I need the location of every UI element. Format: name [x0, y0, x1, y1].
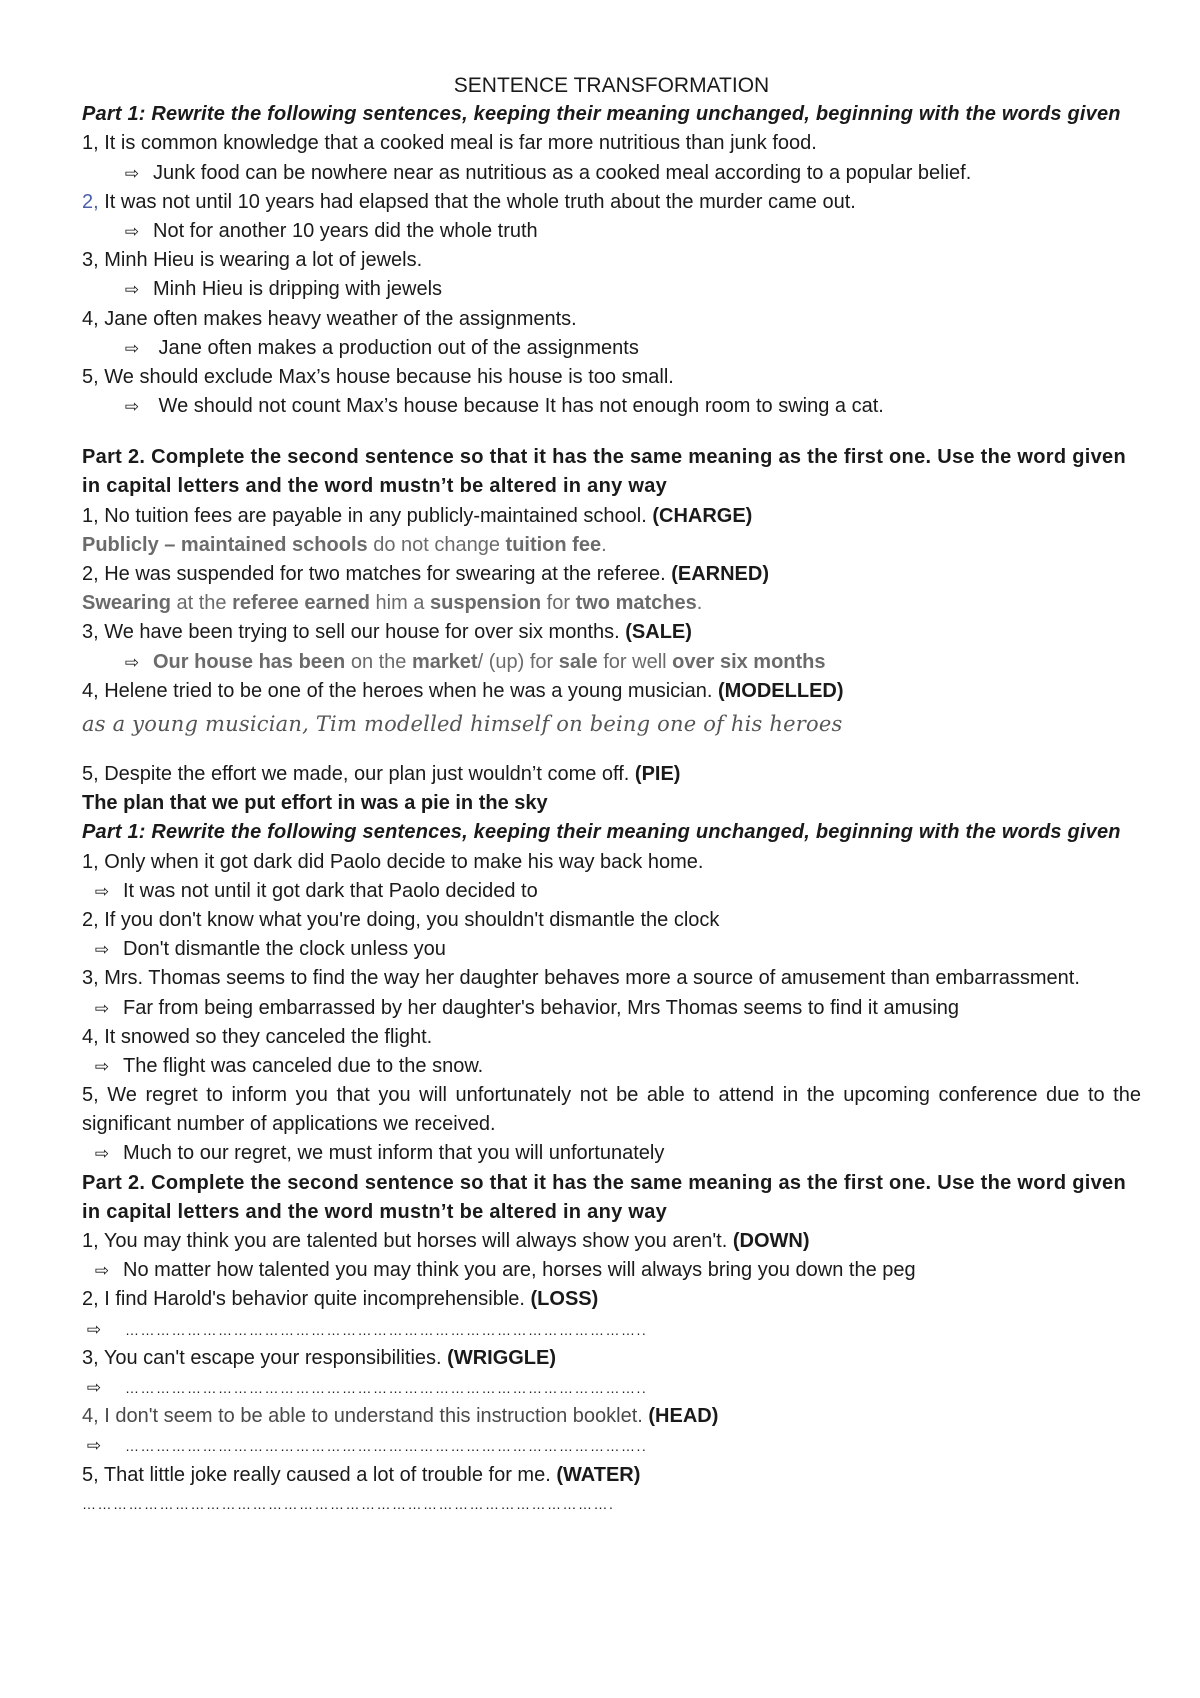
s4-a3-blank: ………………………………………………………………………………………..: [125, 1380, 648, 1397]
s1-q2-num: 2,: [82, 190, 99, 213]
s1-answer-5: [82, 392, 1141, 421]
s2-a2-part: him a: [369, 592, 430, 615]
section4-header: Part 2. Complete the second sentence so that it has the same meaning as the first one. Use the word given in capital letters and the word mustn’t be altered in any way: [82, 1171, 1126, 1223]
s2-answer-3: [82, 648, 1141, 677]
s1-question-1: [82, 129, 1141, 158]
s1-q3-text: Minh Hieu is wearing a lot of jewels.: [98, 249, 423, 272]
s1-q1-num: 1,: [82, 132, 99, 155]
s1-answer-4: [82, 334, 1141, 363]
arrow-icon: ⇨: [86, 1319, 102, 1339]
s2-q1-keyword: (CHARGE): [652, 504, 753, 527]
s2-a2-part: for: [541, 592, 576, 615]
arrow-icon: ⇨: [94, 1261, 110, 1281]
s2-a2-part: referee earned: [232, 592, 370, 615]
s2-question-1: [82, 502, 1141, 531]
s1-q5-text: We should exclude Max’s house because his house is too small.: [98, 365, 674, 388]
s1-answer-3: [82, 275, 1141, 304]
s1-answer-1: [82, 159, 1141, 188]
s3-answer-3: [82, 994, 1141, 1023]
s4-q5-keyword: (WATER): [556, 1463, 641, 1486]
s2-a3-part: market: [411, 650, 478, 673]
s2-a1-part: Publicly – maintained schools: [82, 533, 368, 556]
s3-answer-4: [82, 1052, 1141, 1081]
s3-a4-text: The flight was canceled due to the snow.: [123, 1054, 484, 1077]
arrow-icon: ⇨: [124, 338, 140, 358]
s3-answer-5: [82, 1139, 1141, 1168]
s4-a1-text: No matter how talented you may think you are, horses will always bring you down the peg: [123, 1259, 916, 1282]
s2-a3-part: for well: [597, 650, 673, 673]
s1-a2-text: Not for another 10 years did the whole truth: [153, 219, 538, 242]
section3-header: Part 1: Rewrite the following sentences, keeping their meaning unchanged, beginning with the words given: [82, 821, 1121, 844]
s2-a3-part: on the: [345, 650, 412, 673]
s2-q4-text: 4, Helene tried to be one of the heroes when he was a young musician.: [82, 679, 718, 702]
document-title: SENTENCE TRANSFORMATION: [453, 74, 770, 97]
s2-question-4: [82, 677, 1141, 706]
arrow-icon: ⇨: [124, 397, 140, 417]
s1-a1-text: Junk food can be nowhere near as nutritious as a cooked meal according to a popular belief.: [153, 161, 972, 184]
arrow-icon: ⇨: [86, 1378, 102, 1398]
s2-question-2: [82, 560, 1141, 589]
s2-answer-1: [82, 531, 1141, 560]
s1-a5-text: We should not count Max’s house because It has not enough room to swing a cat.: [153, 395, 884, 418]
document-body: [82, 71, 1141, 1519]
s3-answer-1: [82, 877, 1141, 906]
s2-answer-4: as a young musician, Tim modelled himself on being one of his heroes: [82, 711, 843, 736]
s2-q2-keyword: (EARNED): [671, 563, 769, 586]
s1-question-4: [82, 305, 1141, 334]
s2-answer-5: The plan that we put effort in was a pie in the sky: [82, 792, 548, 815]
s3-answer-2: [82, 935, 1141, 964]
s4-answer-3: [82, 1373, 1141, 1402]
s2-a1-part: .: [601, 533, 607, 556]
s3-question-3: 3, Mrs. Thomas seems to find the way her daughter behaves more a source of amusement than embarrassment.: [82, 967, 1080, 990]
s2-q2-text: 2, He was suspended for two matches for swearing at the referee.: [82, 563, 672, 586]
section2-header: Part 2. Complete the second sentence so that it has the same meaning as the first one. Use the word given in capital letters and the word mustn’t be altered in any way: [82, 446, 1126, 498]
s3-a2-text: Don't dismantle the clock unless you: [123, 938, 446, 961]
s4-q3-keyword: (WRIGGLE): [447, 1346, 557, 1369]
s2-a3-part: over six months: [672, 650, 826, 673]
s4-question-1: [82, 1227, 1141, 1256]
arrow-icon: ⇨: [124, 280, 140, 300]
s2-q4-keyword: (MODELLED): [717, 679, 844, 702]
s4-q2-text: 2, I find Harold's behavior quite incomprehensible.: [82, 1288, 531, 1311]
s2-question-3: [82, 618, 1141, 647]
spacer: [82, 421, 1141, 443]
s4-answer-1: [82, 1256, 1141, 1285]
arrow-icon: ⇨: [94, 881, 110, 901]
s2-a3-part: / (up) for: [477, 650, 559, 673]
s2-a1-part: do not change: [367, 533, 506, 556]
s3-a3-text: Far from being embarrassed by her daughter's behavior, Mrs Thomas seems to find it amusing: [123, 996, 960, 1019]
s4-answer-4: [82, 1431, 1141, 1460]
s1-a3-text: Minh Hieu is dripping with jewels: [153, 278, 443, 301]
arrow-icon: ⇨: [124, 221, 140, 241]
s1-q4-num: 4,: [82, 307, 99, 330]
s1-question-3: [82, 246, 1141, 275]
s3-question-5: 5, We regret to inform you that you will unfortunately not be able to attend in the upcoming conference due to the significant number of applications we received.: [82, 1084, 1141, 1136]
s4-a2-blank: ………………………………………………………………………………………..: [125, 1321, 648, 1338]
s1-question-5: [82, 363, 1141, 392]
section1-header: Part 1: Rewrite the following sentences, keeping their meaning unchanged, beginning with the words given: [82, 103, 1121, 126]
s3-question-1: 1, Only when it got dark did Paolo decide to make his way back home.: [82, 850, 704, 873]
arrow-icon: ⇨: [124, 163, 140, 183]
s4-answer-5: ………………………………………………………………………………………….: [82, 1495, 615, 1512]
s4-q4-keyword: (HEAD): [648, 1405, 719, 1428]
s1-q4-text: Jane often makes heavy weather of the assignments.: [98, 307, 577, 330]
s4-q4-text: 4, I don't seem to be able to understand this instruction booklet.: [82, 1405, 649, 1428]
s2-a2-part: at the: [170, 592, 233, 615]
s1-q5-num: 5,: [82, 365, 99, 388]
s2-a2-part: two matches: [575, 592, 697, 615]
s2-a3-part: Our house has been: [153, 650, 346, 673]
s3-question-2: 2, If you don't know what you're doing, you shouldn't dismantle the clock: [82, 908, 720, 931]
s1-q1-text: It is common knowledge that a cooked meal is far more nutritious than junk food.: [98, 132, 817, 155]
s1-q2-text: It was not until 10 years had elapsed that the whole truth about the murder came out.: [98, 190, 856, 213]
s2-a2-part: .: [696, 592, 703, 615]
s2-a2-part: suspension: [429, 592, 542, 615]
s4-question-5: [82, 1461, 1141, 1490]
s1-answer-2: [82, 217, 1141, 246]
s2-question-5: [82, 760, 1141, 789]
s4-q1-text: 1, You may think you are talented but horses will always show you aren't.: [82, 1230, 733, 1253]
s2-q3-keyword: (SALE): [625, 621, 692, 644]
s4-question-4: [82, 1402, 1141, 1431]
spacer: [82, 742, 1141, 760]
s2-q5-text: 5, Despite the effort we made, our plan just wouldn’t come off.: [82, 762, 635, 785]
arrow-icon: ⇨: [124, 652, 140, 672]
s4-answer-2: [82, 1315, 1141, 1344]
arrow-icon: ⇨: [94, 1144, 110, 1164]
s4-a4-blank: ………………………………………………………………………………………..: [125, 1438, 648, 1455]
s4-q2-keyword: (LOSS): [530, 1288, 599, 1311]
s2-answer-2: [82, 589, 1141, 618]
s4-q1-keyword: (DOWN): [732, 1230, 810, 1253]
s2-a2-part: Swearing: [82, 592, 171, 615]
s3-a5-text: Much to our regret, we must inform that you will unfortunately: [123, 1142, 665, 1165]
s2-q5-keyword: (PIE): [634, 762, 681, 785]
arrow-icon: ⇨: [86, 1436, 102, 1456]
s3-question-4: 4, It snowed so they canceled the flight.: [82, 1025, 433, 1048]
arrow-icon: ⇨: [94, 1056, 110, 1076]
s1-question-2: [82, 188, 1141, 217]
arrow-icon: ⇨: [94, 998, 110, 1018]
s4-question-2: [82, 1285, 1141, 1314]
s2-q3-text: 3, We have been trying to sell our house for over six months.: [82, 621, 626, 644]
s4-question-3: [82, 1344, 1141, 1373]
s4-q3-text: 3, You can't escape your responsibilities.: [82, 1346, 448, 1369]
s2-a1-part: tuition fee: [505, 533, 602, 556]
s2-q1-text: 1, No tuition fees are payable in any publicly-maintained school.: [82, 504, 653, 527]
s2-a3-part: sale: [558, 650, 598, 673]
s1-a4-text: Jane often makes a production out of the assignments: [153, 336, 639, 359]
s3-a1-text: It was not until it got dark that Paolo decided to: [123, 879, 538, 902]
s1-q3-num: 3,: [82, 249, 99, 272]
arrow-icon: ⇨: [94, 940, 110, 960]
s4-q5-text: 5, That little joke really caused a lot of trouble for me.: [82, 1463, 557, 1486]
